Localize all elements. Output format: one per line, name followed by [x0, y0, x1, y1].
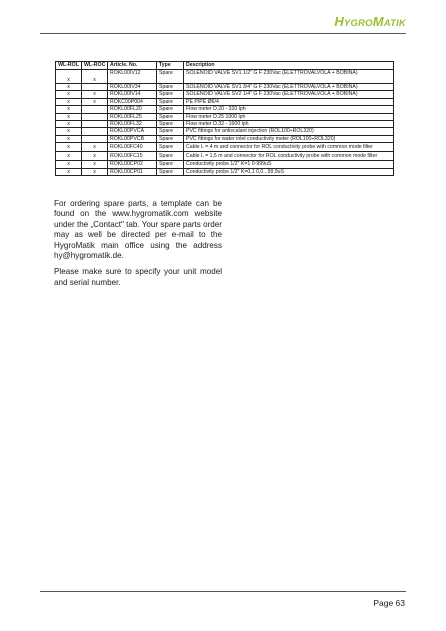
- cell-type: Spare: [157, 113, 184, 120]
- cell-wl-roc: [82, 106, 108, 113]
- cell-type: Spare: [157, 135, 184, 142]
- cell-description: Flow meter D.25 1000 lph: [184, 113, 394, 120]
- column-header-description: Description: [184, 62, 394, 70]
- table-row: [56, 98, 394, 105]
- cell-wl-rol: x: [56, 168, 82, 175]
- cell-wl-rol: x: [56, 128, 82, 135]
- cell-wl-rol: x: [56, 84, 82, 91]
- cell-wl-roc: [82, 84, 108, 91]
- table-row: [56, 84, 394, 91]
- cell-wl-roc: [82, 113, 108, 120]
- cell-wl-roc: x: [82, 98, 108, 105]
- table-row: [56, 113, 394, 120]
- cell-article-no: ROKC00P004: [108, 98, 157, 105]
- cell-type: Spare: [157, 143, 184, 152]
- logo-letter-h: H: [334, 14, 344, 29]
- table-row: [56, 152, 394, 161]
- hygromatik-logo: [334, 13, 406, 31]
- table-row: [56, 106, 394, 113]
- cell-article-no: ROKL00CP02: [108, 161, 157, 168]
- cell-wl-rol: x: [56, 135, 82, 142]
- cell-wl-rol: x: [56, 143, 82, 152]
- cell-type: Spare: [157, 168, 184, 175]
- table-row: [56, 121, 394, 128]
- cell-article-no: ROKL00IV14: [108, 91, 157, 98]
- table-row: [56, 161, 394, 168]
- cell-description: SOLENOID VALVE SV2 1/4" G F 230Vac (ELETTROVALVOLA + BOBINA): [184, 91, 394, 98]
- cell-type: Spare: [157, 106, 184, 113]
- cell-wl-rol: x: [56, 121, 82, 128]
- cell-article-no: ROKL00CP01: [108, 168, 157, 175]
- cell-wl-roc: [82, 128, 108, 135]
- cell-type: Spare: [157, 128, 184, 135]
- cell-description: Cable L = 1,5 m and connector for ROL conductivity probe with common mode filter: [184, 152, 394, 161]
- table-header-row: [56, 62, 394, 70]
- cell-wl-rol: x: [56, 161, 82, 168]
- cell-description: SOLENOID VALVE SV1 3/4" G F 230Vac (ELETTROVALVOLA + BOBINA): [184, 84, 394, 91]
- cell-wl-roc: x: [82, 161, 108, 168]
- cell-article-no: ROKL00PVCB: [108, 135, 157, 142]
- cell-description: PVC fittings for water inlet conductivity meter (ROL100÷ROL320): [184, 135, 394, 142]
- cell-type: Spare: [157, 152, 184, 161]
- table-row: [56, 135, 394, 142]
- cell-wl-rol: x: [56, 113, 82, 120]
- cell-wl-rol: x: [56, 152, 82, 161]
- table-row: [56, 128, 394, 135]
- spare-parts-table: [55, 61, 394, 176]
- logo-text-ygro: YGRO: [343, 18, 373, 29]
- header-rule: [40, 33, 406, 34]
- footer-rule: [40, 591, 406, 592]
- cell-description: PVC fittings for antiscalant injection (ROL100÷ROL320): [184, 128, 394, 135]
- logo-letter-m: M: [372, 14, 384, 29]
- cell-article-no: ROKL00IV34: [108, 84, 157, 91]
- cell-type: Spare: [157, 70, 184, 84]
- cell-description: Cable L = 4 m and connector for ROL conductivity probe with common mode filter: [184, 143, 394, 152]
- table-row: [56, 91, 394, 98]
- logo-text-atik: ATIK: [383, 18, 406, 29]
- cell-description: PE PIPE Ø6/4: [184, 98, 394, 105]
- cell-type: Spare: [157, 121, 184, 128]
- cell-type: Spare: [157, 161, 184, 168]
- cell-wl-roc: x: [82, 168, 108, 175]
- cell-article-no: ROKL00FC40: [108, 143, 157, 152]
- cell-wl-rol: x: [56, 91, 82, 98]
- cell-article-no: ROKL00FL25: [108, 113, 157, 120]
- cell-wl-rol: x: [56, 98, 82, 105]
- ordering-paragraph: For ordering spare parts, a template can be found on the www.hygromatik.com website under the „Contact" tab. Your spare parts order may as well be directed per e-mail to the HygroMatik main office using the address hy@hygromatik.de.: [54, 199, 222, 261]
- cell-wl-roc: x: [82, 152, 108, 161]
- table-row: [56, 70, 394, 84]
- column-header-wl-rol: WL-ROL: [56, 62, 82, 70]
- ordering-info: [54, 199, 222, 294]
- cell-wl-roc: [82, 135, 108, 142]
- page-number: Page 63: [373, 598, 405, 608]
- cell-type: Spare: [157, 84, 184, 91]
- cell-wl-roc: x: [82, 91, 108, 98]
- cell-wl-rol: x: [56, 70, 82, 84]
- column-header-wl-roc: WL-ROC: [82, 62, 108, 70]
- cell-description: Flow meter D.32 - 1600 lph: [184, 121, 394, 128]
- cell-article-no: ROKL00FL20: [108, 106, 157, 113]
- table-body: [56, 70, 394, 176]
- cell-description: SOLENOID VALVE SV1 1/2" G F 230Vac (ELETTROVALVOLA + BOBINA): [184, 70, 394, 84]
- cell-article-no: ROKL00IV12: [108, 70, 157, 84]
- cell-wl-rol: x: [56, 106, 82, 113]
- column-header-article: Article. No.: [108, 62, 157, 70]
- column-header-type: Type: [157, 62, 184, 70]
- cell-wl-roc: [82, 121, 108, 128]
- cell-type: Spare: [157, 91, 184, 98]
- table-row: [56, 168, 394, 175]
- cell-article-no: ROKL00FL32: [108, 121, 157, 128]
- cell-type: Spare: [157, 98, 184, 105]
- cell-wl-roc: x: [82, 143, 108, 152]
- cell-article-no: ROKL00PVCA: [108, 128, 157, 135]
- cell-article-no: ROKL00FC15: [108, 152, 157, 161]
- cell-description: Conductivity probe 1/2" K=1 0-999uS: [184, 161, 394, 168]
- cell-description: Flow meter D.20 - 320 lph: [184, 106, 394, 113]
- table-row: [56, 143, 394, 152]
- cell-description: Conductivity probe 1/2" K=0,1 0,0...99,9uS: [184, 168, 394, 175]
- cell-wl-roc: x: [82, 70, 108, 84]
- serial-number-paragraph: Please make sure to specify your unit model and serial number.: [54, 267, 222, 287]
